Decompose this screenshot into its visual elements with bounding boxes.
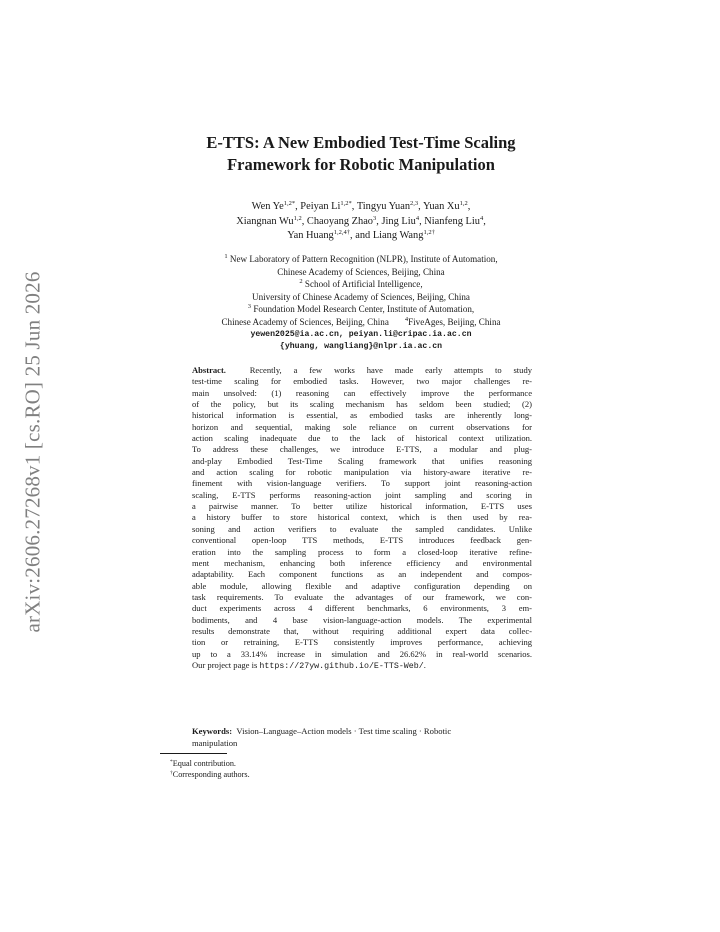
abstract-line: historical information is essential, as embodied tasks are inherently long- bbox=[192, 410, 532, 421]
affiliation-3-line-1 bbox=[170, 303, 552, 316]
abstract-line: and action scaling for robotic manipulation via history-aware iterative re- bbox=[192, 467, 532, 478]
project-page-link[interactable]: https://27yw.github.io/E-TTS-Web/ bbox=[259, 661, 424, 671]
author-separator: , bbox=[418, 201, 423, 212]
arxiv-identifier-text: arXiv:2606.27268v1 [cs.RO] 25 Jun 2026 bbox=[20, 271, 45, 633]
affiliation-mark: 3 bbox=[247, 303, 252, 311]
abstract-line: test-time scaling for embodied tasks. However, two major challenges re- bbox=[192, 376, 532, 387]
abstract-line: of the policy, but its scaling mechanism has seldom been studied; (2) bbox=[192, 399, 532, 410]
abstract-line: horizon and sequential, making sole reliance on current observations for bbox=[192, 421, 532, 432]
author-affiliation-mark: 4 bbox=[479, 214, 484, 222]
author-line-2 bbox=[170, 215, 552, 230]
abstract-line: conventional open-loop TTS methods, E-TTS introduces feedback gen- bbox=[192, 535, 532, 546]
affiliation-text: New Laboratory of Pattern Recognition (NLPR), Institute of Automation, bbox=[229, 254, 498, 264]
abstract-line: and-play Embodied Test-Time Scaling framework that unifies reasoning bbox=[192, 455, 532, 466]
footnote-corresponding-authors bbox=[170, 769, 250, 780]
author-separator: , bbox=[351, 201, 357, 212]
abstract-line: task requirements. To evaluate the advantages of our framework, we con- bbox=[192, 591, 532, 602]
author-separator: , bbox=[483, 215, 486, 227]
title-line-1: E-TTS: A New Embodied Test-Time Scaling bbox=[206, 133, 516, 152]
author-separator: , and bbox=[350, 230, 373, 242]
abstract-line: scaling, E-TTS performs reasoning-action joint sampling and scoring in bbox=[192, 489, 532, 500]
author-name: Wen Ye bbox=[251, 201, 284, 212]
author-affiliation-mark: 1,2 bbox=[459, 200, 468, 207]
footnote-divider bbox=[160, 753, 227, 754]
affiliation-text: FiveAges, Beijing, China bbox=[408, 316, 501, 327]
abstract-last-line bbox=[192, 660, 532, 672]
email-line-1: yewen2025@ia.ac.cn, peiyan.li@cripac.ia.ac.cn bbox=[250, 329, 472, 339]
abstract-text: Recently, a few works have made early attempts to study bbox=[249, 365, 532, 375]
author-affiliation-mark: 1,2 bbox=[293, 214, 302, 222]
author-separator: , bbox=[467, 201, 471, 212]
affiliation-mark: 4 bbox=[404, 315, 409, 323]
abstract-line: finement with vision-language verifiers. To support joint reasoning-action bbox=[192, 478, 532, 489]
affiliation-2-line-2: University of Chinese Academy of Sciences, Beijing, China bbox=[252, 291, 470, 302]
footnotes bbox=[170, 758, 250, 781]
affiliation-mark: 1 bbox=[224, 253, 228, 260]
abstract-line: eration into the sampling process to form a closed-loop iterative refine- bbox=[192, 546, 532, 557]
arxiv-identifier-stamp bbox=[22, 262, 44, 642]
author-affiliation-mark: 1,2† bbox=[423, 229, 435, 237]
affiliation-text: Chinese Academy of Sciences, Beijing, China bbox=[221, 316, 389, 327]
abstract-line: ment mechanism, enhancing both inference efficiency and environmental bbox=[192, 557, 532, 568]
abstract-line: up to a 33.14% increase in simulation and 26.62% in real-world scenarios. bbox=[192, 648, 532, 659]
author-name: Peiyan Li bbox=[300, 201, 341, 212]
footnote-mark: * bbox=[170, 759, 173, 765]
author-affiliation-mark: 1,2* bbox=[283, 200, 296, 207]
footnote-mark: † bbox=[170, 770, 173, 777]
author-name: Chaoyang Zhao bbox=[306, 215, 373, 227]
keywords-label: Keywords: bbox=[192, 726, 233, 736]
email-line-2: {yhuang, wangliang}@nlpr.ia.ac.cn bbox=[279, 342, 443, 352]
author-affiliation-mark: 2,3 bbox=[410, 200, 419, 207]
affiliation-1-line-2: Chinese Academy of Sciences, Beijing, China bbox=[277, 266, 445, 277]
abstract-text: Our project page is bbox=[192, 659, 260, 670]
author-affiliation-mark: 3 bbox=[373, 214, 377, 222]
abstract-line: To address these challenges, we introduce E-TTS, a modular and plug- bbox=[192, 444, 532, 455]
affiliation-2-line-1 bbox=[170, 278, 552, 291]
abstract-line: action scaling inadequate due to the lack of historical context utilization. bbox=[192, 433, 532, 444]
abstract-line: soning and action verifiers to evaluate the sampled candidates. Unlike bbox=[192, 523, 532, 534]
abstract bbox=[192, 365, 532, 672]
affiliation-3-line-2 bbox=[170, 316, 552, 329]
keywords bbox=[192, 726, 542, 749]
author-separator: , bbox=[419, 215, 425, 227]
author-name: Nianfeng Liu bbox=[424, 215, 480, 227]
author-line-1 bbox=[170, 200, 552, 215]
keywords-text: Vision–Language–Action models · Test time scaling · Robotic bbox=[236, 726, 452, 736]
author-list bbox=[170, 200, 552, 244]
author-separator: , bbox=[301, 215, 307, 227]
abstract-line: bodiments, and 4 base vision-language-action models. The experimental bbox=[192, 614, 532, 625]
author-affiliation-mark: 1,2,4† bbox=[333, 229, 351, 237]
abstract-line: results demonstrate that, without requiring additional expert data collec- bbox=[192, 625, 532, 636]
affiliation-text: Foundation Model Research Center, Institute of Automation, bbox=[253, 304, 475, 315]
abstract-line bbox=[192, 365, 532, 376]
author-name: Yan Huang bbox=[287, 230, 334, 242]
author-name: Tingyu Yuan bbox=[356, 201, 411, 212]
paper-title bbox=[150, 132, 572, 176]
keywords-line-1 bbox=[192, 726, 542, 738]
title-line-2: Framework for Robotic Manipulation bbox=[227, 155, 495, 174]
abstract-text: . bbox=[423, 659, 426, 670]
abstract-line: main unsolved: (1) reasoning can effectively improve the performance bbox=[192, 387, 532, 398]
author-name: Yuan Xu bbox=[422, 201, 460, 212]
author-separator: , bbox=[295, 201, 301, 212]
author-affiliation-mark: 4 bbox=[415, 214, 420, 222]
abstract-line: able module, allowing flexible and adaptive configuration depending on bbox=[192, 580, 532, 591]
affiliation-text: School of Artificial Intelligence, bbox=[304, 279, 423, 290]
abstract-line: a pairwise manner. To better utilize historical information, E-TTS uses bbox=[192, 501, 532, 512]
footnote-text: Equal contribution. bbox=[172, 759, 236, 768]
keywords-line-2: manipulation bbox=[192, 737, 238, 748]
affiliation-1-line-1 bbox=[170, 253, 552, 266]
author-line-3 bbox=[170, 229, 552, 244]
author-name: Xiangnan Wu bbox=[236, 215, 294, 227]
author-separator: , bbox=[376, 215, 382, 227]
footnote-text: Corresponding authors. bbox=[172, 770, 250, 780]
footnote-equal-contribution bbox=[170, 758, 250, 769]
author-name: Jing Liu bbox=[381, 215, 416, 227]
abstract-line: a history buffer to store historical context, which is then used by rea- bbox=[192, 512, 532, 523]
abstract-label: Abstract. bbox=[192, 365, 226, 375]
affiliation-mark: 2 bbox=[299, 278, 303, 286]
abstract-line: tion or retraining, E-TTS consistently improves performance, achieving bbox=[192, 637, 532, 648]
affiliations bbox=[170, 253, 552, 354]
abstract-line: duct experiments across 4 different benchmarks, 6 environments, 3 em- bbox=[192, 603, 532, 614]
author-affiliation-mark: 1,2* bbox=[340, 200, 352, 207]
author-name: Liang Wang bbox=[372, 230, 424, 242]
abstract-line: adaptability. Each component functions as an independent and compos- bbox=[192, 569, 532, 580]
